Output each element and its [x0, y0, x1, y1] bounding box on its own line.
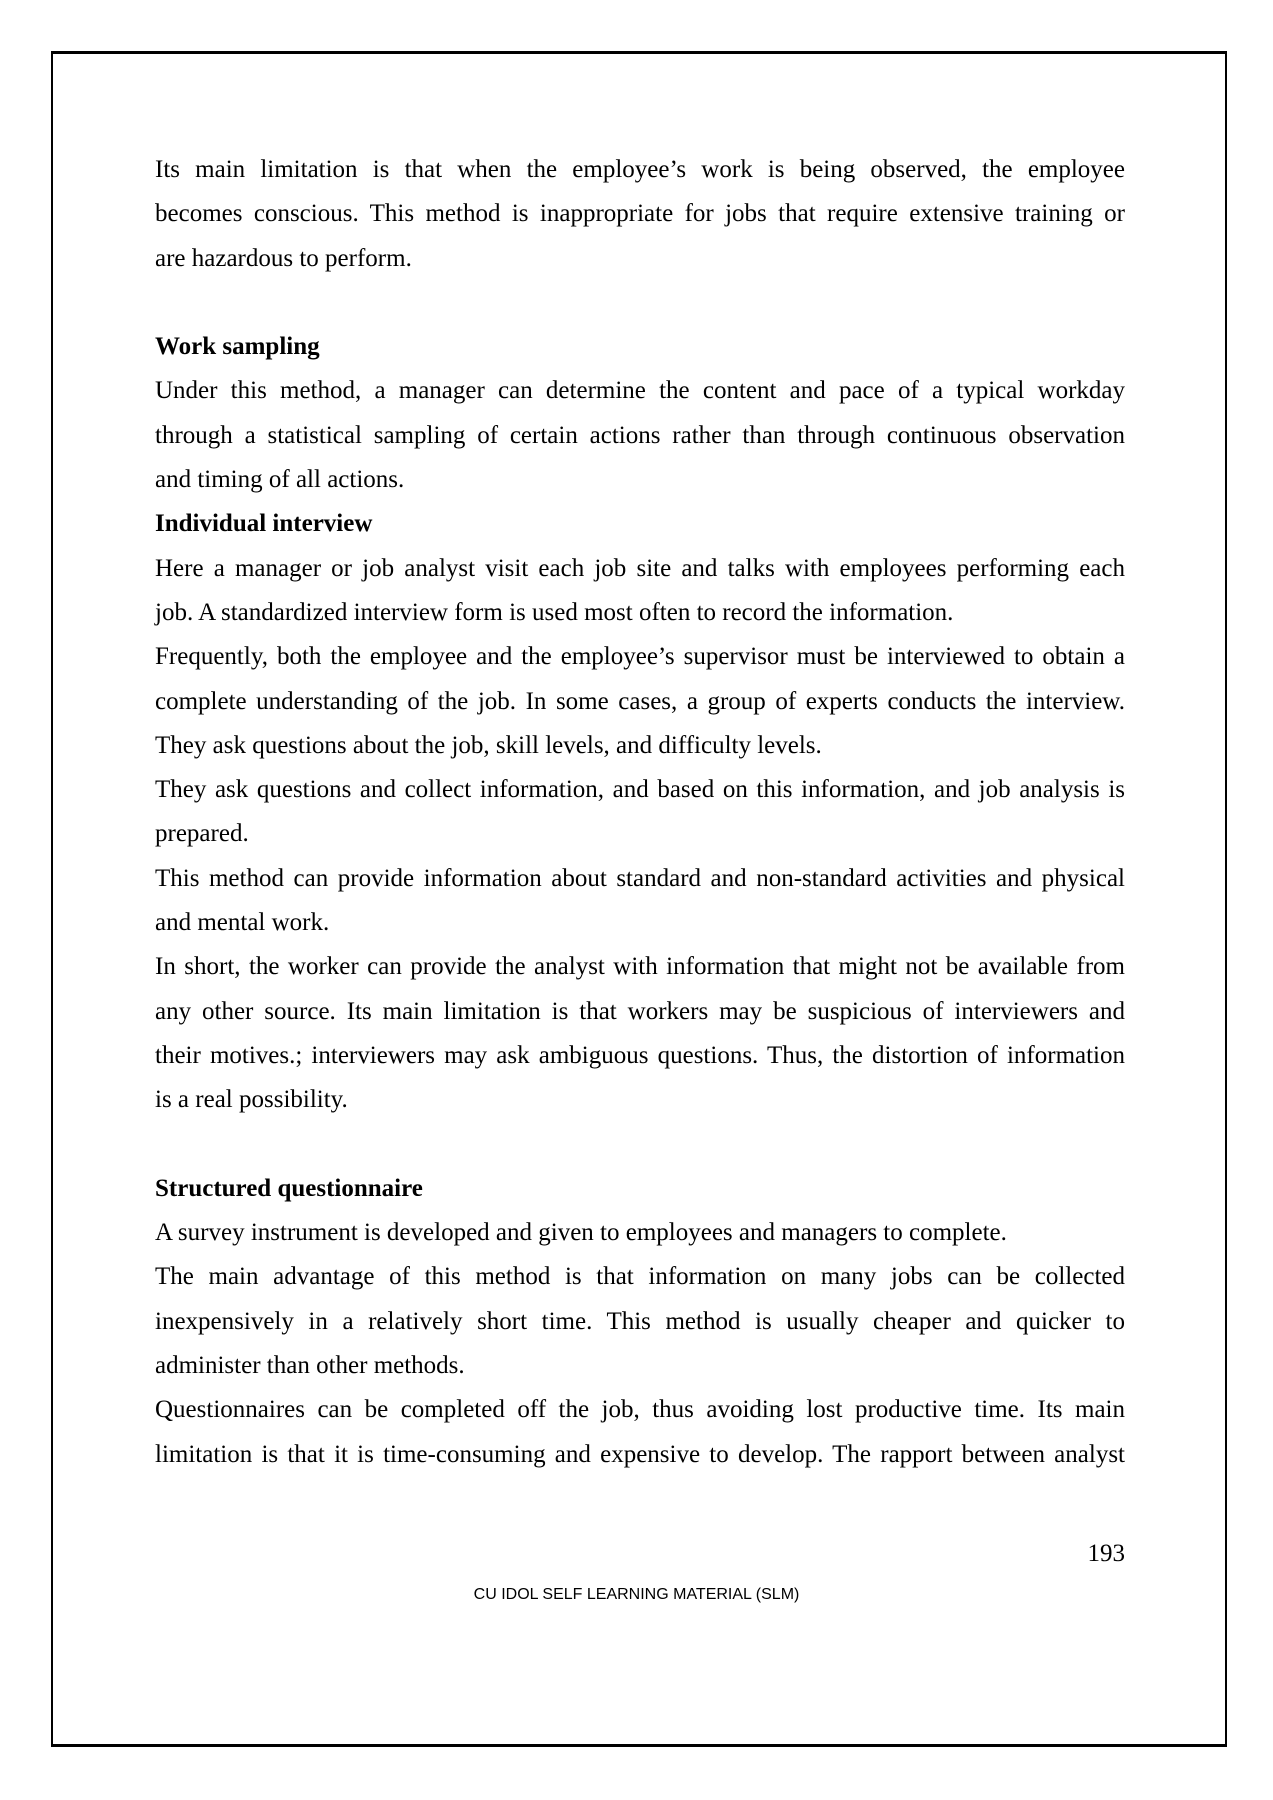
text-line: administer than other methods.	[155, 1352, 465, 1380]
text-line: and mental work.	[155, 909, 330, 937]
text-line: limitation is that it is time-consuming and expensive to develop. The rapport between analyst	[155, 1440, 1125, 1468]
text-line: job. A standardized interview form is used most often to record the information.	[155, 598, 954, 626]
text-line: becomes conscious. This method is inappropriate for jobs that require extensive training or	[155, 200, 1125, 228]
page-body	[155, 148, 1125, 1477]
text-line: In short, the worker can provide the analyst with information that might not be available from	[155, 953, 1125, 981]
paragraph-interview-questions	[155, 768, 1125, 857]
paragraph-questionnaire-advantage	[155, 1255, 1125, 1388]
paragraph-questionnaire-limitation	[155, 1388, 1125, 1477]
text-line: inexpensively in a relatively short time. This method is usually cheaper and quicker to	[155, 1307, 1125, 1335]
paragraph-interview-supervisor	[155, 635, 1125, 768]
text-line: Its main limitation is that when the employee’s work is being observed, the employee	[155, 156, 1125, 183]
footer-text: CU IDOL SELF LEARNING MATERIAL (SLM)	[473, 1586, 800, 1603]
heading-individual-interview: Individual interview	[155, 510, 373, 538]
text-line: A survey instrument is developed and given to employees and managers to complete.	[155, 1219, 1007, 1247]
text-line: Frequently, both the employee and the employee’s supervisor must be interviewed to obtain a	[155, 643, 1125, 671]
paragraph-interview-intro	[155, 547, 1125, 636]
text-line: and timing of all actions.	[155, 466, 405, 494]
heading-work-sampling: Work sampling	[155, 333, 320, 361]
text-line: any other source. Its main limitation is that workers may be suspicious of interviewers and	[155, 997, 1125, 1025]
paragraph-interview-info	[155, 857, 1125, 946]
text-line: complete understanding of the job. In some cases, a group of experts conducts the interview.	[155, 687, 1125, 715]
text-line: They ask questions about the job, skill levels, and difficulty levels.	[155, 731, 822, 759]
text-line: through a statistical sampling of certain actions rather than through continuous observation	[155, 421, 1125, 449]
paragraph-work-sampling	[155, 369, 1125, 502]
paragraph-questionnaire-intro	[155, 1211, 1125, 1255]
text-line: They ask questions and collect information, and based on this information, and job analysis is	[155, 776, 1125, 804]
paragraph-observation-limitation	[155, 148, 1125, 281]
text-line: are hazardous to perform.	[155, 244, 412, 272]
page-number: 193	[1087, 1540, 1125, 1567]
text-line: Under this method, a manager can determine the content and pace of a typical workday	[155, 377, 1125, 405]
heading-structured-questionnaire: Structured questionnaire	[155, 1174, 423, 1202]
text-line: their motives.; interviewers may ask ambiguous questions. Thus, the distortion of information	[155, 1041, 1125, 1069]
text-line: Here a manager or job analyst visit each job site and talks with employees performing each	[155, 554, 1125, 582]
text-line: is a real possibility.	[155, 1086, 348, 1114]
text-line: Questionnaires can be completed off the job, thus avoiding lost productive time. Its main	[155, 1396, 1125, 1424]
paragraph-interview-limitation	[155, 945, 1125, 1122]
text-line: The main advantage of this method is that information on many jobs can be collected	[155, 1263, 1125, 1291]
text-line: prepared.	[155, 820, 249, 848]
text-line: This method can provide information about standard and non-standard activities and physical	[155, 864, 1125, 892]
